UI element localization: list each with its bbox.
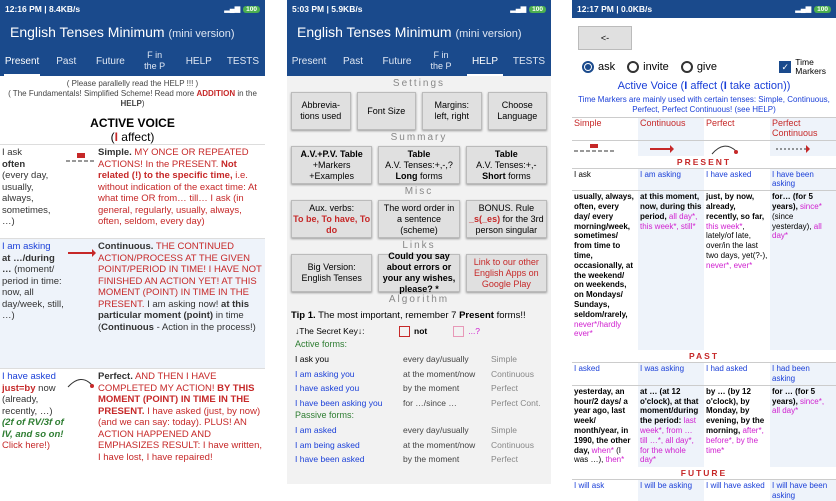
- active-voice-title: [572, 80, 836, 95]
- future-forms-row: [572, 479, 836, 501]
- perfect-marker: just=by: [2, 382, 36, 394]
- markers-cell: [572, 191, 638, 350]
- markers-special: last week*, from … till …*, all day*, for the whole day*: [640, 416, 697, 465]
- form-tense: Simple: [491, 425, 517, 436]
- future-simple: I will ask: [574, 480, 605, 490]
- continuous-example: I am asking now!: [144, 298, 222, 310]
- markers-cell: [638, 386, 704, 467]
- simple-marker: often: [2, 158, 26, 170]
- form-tense: Continuous: [491, 368, 535, 379]
- past-forms-row: [572, 362, 836, 385]
- markers: at this moment, now, during this period,: [640, 192, 702, 221]
- fundamentals-note: ( The Fundamentals! Simplified Scheme! Read more: [8, 89, 197, 98]
- present-continuous: I am asking: [638, 169, 704, 191]
- perfect-label: Perfect.: [98, 371, 133, 382]
- form-text: I am asking you: [295, 368, 355, 379]
- links-buttons: [287, 251, 551, 294]
- app-title: [0, 18, 265, 46]
- perfect-emph: BY THIS MOMENT (POINT) IN TIME IN THE PRESENT.: [98, 382, 255, 417]
- tab-past[interactable]: Past: [342, 55, 363, 67]
- signal-icon: ▂▄▆: [510, 6, 527, 13]
- present-simple: I ask: [574, 169, 591, 179]
- simple-markers-list: (every day, usually, always, sometimes, …): [2, 170, 51, 227]
- markers: usually, always, often, every day/ every morning/week, sometimes/ from time to time, occasionally, at the weekend/ on weekends, on Mondays/ Sundays, seldom/rarely,: [574, 192, 634, 319]
- perfect-row: [0, 368, 265, 465]
- form-marker: for …/since …: [403, 397, 457, 408]
- perfect-timeline-icon: [66, 375, 96, 391]
- continuous-marker: at …/during …: [2, 252, 55, 275]
- btn-line: A.V. Tenses:+,-: [476, 159, 537, 170]
- markers-special: all day*: [772, 221, 822, 241]
- tab-tests[interactable]: TESTS: [226, 55, 260, 67]
- app-subtitle: (mini version): [168, 28, 235, 40]
- signal-icon: ▂▄▆: [224, 6, 241, 13]
- markers-cell: [704, 386, 770, 467]
- perfect-desc: AND THEN I HAVE COMPLETED MY ACTION!: [98, 371, 218, 394]
- col-simple: Simple: [574, 118, 602, 128]
- big-version-button[interactable]: Big Version: English Tenses: [291, 254, 372, 292]
- markers: (since yesterday),: [772, 211, 814, 231]
- abbreviations-button[interactable]: Abbrevia- tions used: [291, 92, 351, 130]
- question-checkbox[interactable]: [453, 326, 464, 337]
- read-help-note: ( Please parallelly read the HELP !!! ): [66, 79, 199, 88]
- future-perfect-continuous: I will have been asking: [770, 480, 836, 501]
- form-row: [287, 352, 551, 367]
- passive-forms-label: Passive forms:: [295, 410, 355, 420]
- back-row: [572, 18, 836, 54]
- status-bar: 5:03 PM | 5.9KB/s ▂▄▆ 100: [287, 0, 551, 18]
- continuous-markers-list: (moment/ period in time: now, all day/week, still, …): [2, 264, 64, 321]
- present-band: PRESENT: [676, 156, 732, 167]
- summary-buttons: [287, 146, 551, 184]
- form-marker: every day/usually: [403, 354, 469, 365]
- av-text: Active Voice (: [617, 80, 685, 92]
- question-label: ...?: [468, 326, 481, 336]
- simple-detail: i.e. without indication of the exact time: At what time OR from… till… I ask (in general, regularly, usually, always, often, seldom, every day): [98, 170, 257, 227]
- continuous-note: - Action in the process!): [153, 321, 256, 333]
- perfect-continuous-timeline-icon: [770, 141, 836, 156]
- font-size-button[interactable]: Font Size: [357, 92, 417, 130]
- btn-line: forms: [417, 170, 443, 181]
- not-label: not: [414, 326, 428, 336]
- form-text: I am asked: [295, 425, 337, 436]
- perfect-detail: I have asked (just, by now) (and we can say: today). PLUS! AN ACTION HAPPENED AND EMPHASIZES RESULT: I have written, I have lost, I have repaired!: [98, 405, 263, 463]
- markers-special: never*, ever*: [706, 260, 753, 270]
- markers-cell: [770, 386, 836, 467]
- form-row: [287, 438, 551, 453]
- simple-timeline-icon: [572, 141, 638, 156]
- not-checkbox[interactable]: [399, 326, 410, 337]
- form-tense: Perfect: [491, 454, 518, 465]
- simple-desc: MY ONCE OR REPEATED ACTIONS! In the PRESENT.: [98, 147, 249, 170]
- markers-special: since*: [800, 201, 822, 211]
- continuous-label: Continuous.: [98, 241, 154, 252]
- status-bar: 12:17 PM | 0.0KB/s ▂▄▆ 100: [572, 0, 836, 18]
- continuous-timeline-icon: [638, 141, 704, 156]
- form-text: I am being asked: [295, 439, 360, 450]
- continuous-row: [0, 238, 265, 368]
- active-voice-title: ACTIVE VOICE: [90, 116, 175, 130]
- status-bar: 12:16 PM | 8.4KB/s ▂▄▆ 100: [0, 0, 265, 18]
- active-forms-label: Active forms:: [295, 339, 348, 349]
- addition-link[interactable]: ADDITION: [196, 89, 236, 98]
- past-markers-row: [572, 385, 836, 467]
- past-continuous: I was asking: [638, 363, 704, 385]
- markers-special: all day*, this week*, still*: [640, 211, 698, 231]
- av-i: I: [684, 80, 688, 92]
- present-perfect: I have asked: [706, 169, 752, 179]
- tab-past[interactable]: Past: [56, 55, 77, 67]
- av-pv-table-button[interactable]: [291, 146, 372, 184]
- signal-icon: ▂▄▆: [795, 6, 812, 13]
- status-speed: 0.0KB/s: [620, 4, 653, 14]
- form-text: I have been asking you: [295, 397, 383, 408]
- btn-line: Table: [494, 148, 518, 159]
- past-perfect-continuous: I had been asking: [770, 363, 836, 385]
- tip-label: Tip 1.: [291, 310, 316, 321]
- secret-key-row: [287, 323, 551, 339]
- tab-present[interactable]: Present: [0, 46, 44, 76]
- tab-present[interactable]: Present: [291, 55, 327, 67]
- btn-line: A.V.+P.V. Table: [300, 148, 363, 159]
- btn-line: _s(_es): [469, 213, 501, 224]
- btn-line: A.V. Tenses:+,-,?: [385, 159, 453, 170]
- col-perfect: Perfect: [706, 118, 735, 128]
- note-text: in the: [235, 89, 257, 98]
- short-forms-table-button[interactable]: [466, 146, 547, 184]
- markers-special: then*: [605, 455, 625, 465]
- markers-special: since*, all day*: [772, 396, 825, 416]
- markers: just, by now, already, recently, so far,: [706, 192, 765, 221]
- form-row: [287, 381, 551, 396]
- time-markers-checkbox[interactable]: ✓: [779, 61, 791, 73]
- perfect-form: I have asked: [2, 371, 56, 382]
- btn-line: forms: [505, 170, 531, 181]
- continuous-desc: THE CONTINUED ACTION/PROCESS AT THE GIVEN POINT/PERIOD IN TIME! I HAVE NOT FINISHED AN ACTION YET! AT THIS MOMENT (POINT) IN TIME IN THE PRESENT.: [98, 241, 262, 310]
- present-forms-row: [572, 168, 836, 191]
- present-perfect-continuous: I have been asking: [770, 169, 836, 191]
- battery-icon: 100: [814, 6, 831, 13]
- phone-screen-help: [287, 0, 551, 484]
- click-here-link[interactable]: Click here!): [2, 440, 51, 451]
- tip-present: Present: [459, 310, 494, 321]
- present-markers-row: [572, 190, 836, 350]
- radio-invite[interactable]: [627, 61, 639, 73]
- markers-cell: [704, 191, 770, 350]
- app-subtitle: (mini version): [455, 28, 522, 40]
- margins-button[interactable]: Margins: left, right: [422, 92, 482, 130]
- simple-timeline-icon: [66, 151, 96, 167]
- battery-icon: 100: [243, 6, 260, 13]
- tab-future[interactable]: Future: [95, 55, 125, 67]
- continuous-word: Continuous: [101, 321, 154, 333]
- continuous-text: in time (: [98, 310, 244, 333]
- tab-future-in-past[interactable]: F in the P: [144, 50, 166, 71]
- perfect-markers-list: now (already, recently, …): [2, 382, 56, 417]
- form-tense: Simple: [491, 354, 517, 365]
- form-tense: Perfect Cont.: [491, 397, 541, 408]
- feedback-button[interactable]: Could you say about errors or your any wishes, please? *: [378, 254, 459, 292]
- choose-language-button[interactable]: Choose Language: [488, 92, 548, 130]
- av-i: I: [723, 80, 727, 92]
- markers: for… (for 5 years),: [772, 192, 813, 211]
- intro-note: ( Please parallelly read the HELP !!! ) ( The Fundamentals! Simplified Scheme! Read more ADDITION in the HELP): [0, 76, 265, 112]
- phone-screen-present: [0, 0, 265, 484]
- col-perfect-continuous: Perfect Continuous: [770, 118, 836, 140]
- links-heading: Links: [402, 240, 436, 251]
- algorithm-heading: Algorithm: [388, 294, 450, 305]
- form-tense: Continuous: [491, 439, 535, 450]
- secret-key-label: ↓The Secret Key↓:: [295, 326, 365, 336]
- radio-ask[interactable]: [582, 61, 594, 73]
- simple-row: [0, 144, 265, 238]
- continuous-emph: at this particular moment (point): [98, 298, 250, 321]
- tab-tests[interactable]: TESTS: [512, 55, 546, 67]
- radio-invite-label: invite: [643, 61, 669, 73]
- app-title-text: English Tenses Minimum: [297, 24, 452, 40]
- btn-line: Short: [482, 170, 506, 181]
- form-row: [287, 367, 551, 382]
- btn-line: Table: [407, 148, 431, 159]
- radio-give-label: give: [696, 61, 717, 73]
- markers-cell: [572, 386, 638, 467]
- continuous-form: I am asking: [2, 241, 51, 252]
- tab-help[interactable]: HELP: [185, 55, 212, 67]
- tab-bar: [0, 46, 265, 76]
- btn-line: Aux. verbs:: [309, 202, 355, 213]
- radio-dot: [585, 64, 591, 70]
- markers-cell: [638, 191, 704, 350]
- markers: at … (at 12 o'clock), at that moment/during the period:: [640, 386, 699, 426]
- settings-heading: Settings: [392, 78, 446, 89]
- help-link[interactable]: HELP: [120, 99, 142, 108]
- summary-heading: Summary: [390, 132, 448, 143]
- future-band: FUTURE: [680, 467, 728, 478]
- btn-line: Long: [395, 170, 418, 181]
- form-text: I ask you: [295, 354, 330, 365]
- status-time: 12:17 PM: [577, 4, 614, 14]
- markers-special: after*, before*, by the time*: [706, 425, 764, 455]
- tab-future[interactable]: Future: [382, 55, 412, 67]
- tip-text: The most important, remember 7: [315, 310, 460, 321]
- back-button[interactable]: <-: [578, 26, 632, 50]
- form-row: [287, 452, 551, 467]
- form-row: [287, 423, 551, 438]
- simple-label: Simple.: [98, 147, 132, 158]
- markers-cell: [770, 191, 836, 350]
- form-text: I have asked you: [295, 383, 360, 394]
- battery-icon: 100: [529, 6, 546, 13]
- btn-line: for the 3rd person singular: [475, 213, 544, 235]
- simple-form: I ask: [2, 147, 23, 158]
- markers: yesterday, an hour/2 days/ a year ago, last week/ month/year, in 1990, the other day,: [574, 386, 631, 455]
- form-text: I have been asked: [295, 454, 365, 465]
- bonus-rule-button[interactable]: [466, 200, 547, 238]
- tense-table: [572, 117, 836, 501]
- btn-line: +Markers +Examples: [309, 159, 355, 181]
- past-simple: I asked: [574, 364, 600, 374]
- continuous-timeline-icon: [66, 245, 96, 261]
- form-marker: at the moment/now: [403, 439, 476, 450]
- misc-buttons: [287, 200, 551, 238]
- perfect-timeline-icon: [704, 141, 770, 156]
- long-forms-table-button[interactable]: [378, 146, 459, 184]
- markers-special: never*/hardly ever*: [574, 319, 622, 339]
- markers-special: this week*: [706, 221, 743, 231]
- markers: for … (for 5 years),: [772, 386, 816, 406]
- form-row: [287, 396, 551, 411]
- aux-verbs-button[interactable]: [291, 200, 372, 238]
- markers: , lately/of late, over/in the last two days, yet(?-),: [706, 221, 768, 260]
- settings-buttons: [287, 92, 551, 130]
- form-marker: at the moment/now: [403, 368, 476, 379]
- status-speed: 8.4KB/s: [48, 4, 81, 14]
- tab-bar: [287, 46, 551, 76]
- status-time: 12:16 PM: [5, 4, 42, 14]
- time-markers-note: Time Markers are mainly used with certain tenses: Simple, Continuous, Perfect, Perfect Continuous! (see HELP): [578, 95, 830, 114]
- btn-line: To be, To have, To do: [293, 213, 371, 235]
- future-perfect: I will have asked: [706, 480, 765, 490]
- misc-heading: Misc: [404, 186, 434, 197]
- form-tense: Perfect: [491, 383, 518, 394]
- tip-end: forms!!: [493, 310, 526, 321]
- form-marker: by the moment: [403, 454, 460, 465]
- tab-help[interactable]: HELP: [463, 46, 507, 76]
- markers: by … (by 12 o'clock), by Monday, by evening, by the morning,: [706, 386, 765, 435]
- google-play-button[interactable]: Link to our other English Apps on Google Play: [466, 254, 547, 292]
- av-pronoun: I: [114, 130, 118, 144]
- verb-selector: [572, 54, 836, 80]
- verb-forms-note: (2f of RV/3f of IV, and so on!: [2, 417, 64, 440]
- tip-1: [287, 308, 551, 323]
- app-title-text: English Tenses Minimum: [10, 24, 165, 40]
- form-marker: every day/usually: [403, 425, 469, 436]
- form-marker: by the moment: [403, 383, 460, 394]
- app-title: [287, 18, 551, 46]
- time-markers-label: Time Markers: [795, 57, 826, 76]
- timeline-row: [572, 140, 836, 156]
- past-perfect: I had asked: [706, 364, 748, 374]
- av-rest: affect): [117, 130, 155, 144]
- past-band: PAST: [688, 351, 720, 362]
- col-continuous: Continuous: [638, 118, 704, 140]
- av-text: affect (: [687, 80, 724, 92]
- status-time: 5:03 PM: [292, 4, 325, 14]
- av-text: take action)): [726, 80, 791, 92]
- future-continuous: I will be asking: [638, 480, 704, 501]
- active-voice-heading: ACTIVE VOICE (I affect): [90, 116, 175, 144]
- phone-screen-table: [572, 0, 836, 500]
- tab-future-in-past[interactable]: F in the P: [430, 50, 452, 71]
- word-order-button[interactable]: The word order in a sentence (scheme): [378, 200, 459, 238]
- markers: (I was …),: [574, 445, 621, 465]
- markers-special: when*: [591, 445, 614, 455]
- status-speed: 5.9KB/s: [331, 4, 363, 14]
- btn-line: BONUS. Rule: [478, 202, 535, 213]
- simple-emph: Not related (!) to the specific time,: [98, 158, 237, 181]
- radio-give[interactable]: [681, 61, 693, 73]
- radio-ask-label: ask: [598, 61, 616, 73]
- table-header: [572, 117, 836, 140]
